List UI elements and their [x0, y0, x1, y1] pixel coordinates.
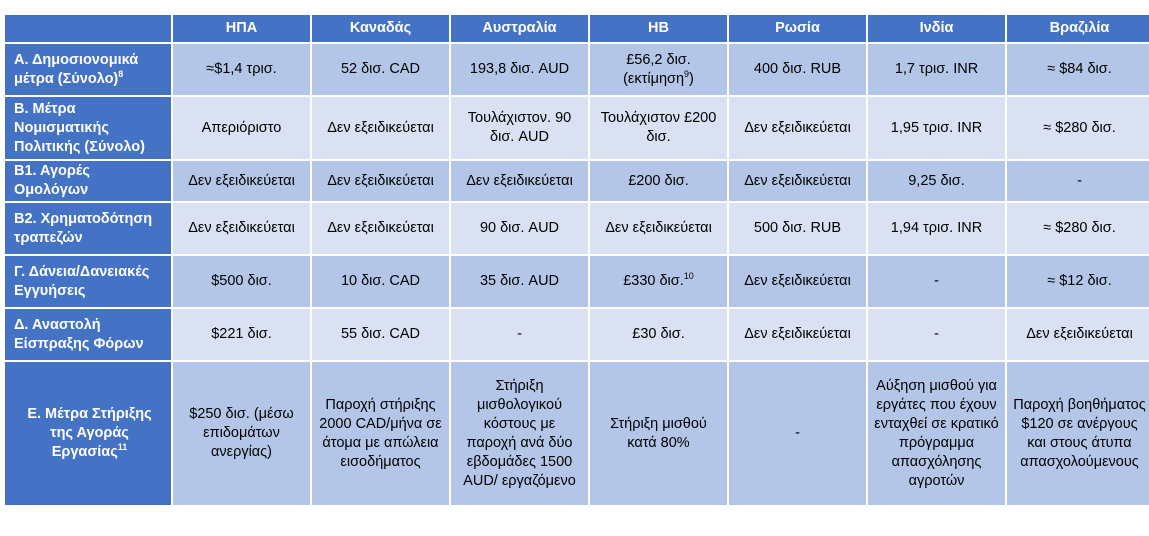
table-row-fiscal-measures	[5, 44, 1149, 95]
table-cell: Δεν εξειδικεύεται	[312, 161, 449, 201]
table-cell: -	[1007, 161, 1149, 201]
table-cell: ≈ $12 δισ.	[1007, 256, 1149, 307]
table-row-loans-guarantees	[5, 256, 1149, 307]
table-cell: 400 δισ. RUB	[729, 44, 866, 95]
table-cell: Δεν εξειδικεύεται	[312, 203, 449, 254]
table-cell: ≈ $280 δισ.	[1007, 203, 1149, 254]
policy-table-container	[5, 15, 1149, 505]
table-cell: ≈ $280 δισ.	[1007, 97, 1149, 159]
header-corner-cell	[5, 15, 171, 42]
table-cell: Δεν εξειδικεύεται	[173, 161, 310, 201]
table-cell: Δεν εξειδικεύεται	[729, 161, 866, 201]
column-header-usa: ΗΠΑ	[173, 15, 310, 42]
footnote-ref: 10	[683, 271, 694, 282]
table-cell: Δεν εξειδικεύεται	[173, 203, 310, 254]
table-cell: £200 δισ.	[590, 161, 727, 201]
table-cell	[590, 44, 727, 95]
table-cell: £30 δισ.	[590, 309, 727, 360]
table-cell: Παροχή βοηθήματος $120 σε ανέργους και στους άτυπα απασχολούμενους	[1007, 362, 1149, 505]
table-cell: Δεν εξειδικεύεται	[729, 97, 866, 159]
table-cell: Απεριόριστο	[173, 97, 310, 159]
row-header-label: Ε. Μέτρα Στήριξης της Αγοράς Εργασίας	[27, 406, 152, 460]
column-header-uk: ΗΒ	[590, 15, 727, 42]
table-cell: -	[868, 309, 1005, 360]
table-cell: 1,95 τρισ. INR	[868, 97, 1005, 159]
footnote-ref: 11	[117, 442, 128, 453]
row-header: Δ. Αναστολή Είσπραξης Φόρων	[5, 309, 171, 360]
covid-policy-measures-table	[3, 13, 1149, 507]
table-cell: 55 δισ. CAD	[312, 309, 449, 360]
table-row-monetary-policy	[5, 97, 1149, 159]
table-cell: Στήριξη μισθολογικού κόστους με παροχή ανά δύο εβδομάδες 1500 AUD/ εργαζόμενο	[451, 362, 588, 505]
table-cell: ≈$1,4 τρισ.	[173, 44, 310, 95]
table-cell: 193,8 δισ. AUD	[451, 44, 588, 95]
table-cell: Δεν εξειδικεύεται	[451, 161, 588, 201]
cell-text: £330 δισ.	[623, 273, 684, 289]
footnote-ref: 9	[684, 68, 690, 79]
table-cell: Αύξηση μισθού για εργάτες που έχουν ενταχθεί σε κρατικό πρόγραμμα απασχόλησης αγροτών	[868, 362, 1005, 505]
table-cell: 90 δισ. AUD	[451, 203, 588, 254]
table-cell: Δεν εξειδικεύεται	[590, 203, 727, 254]
table-row-tax-deferral	[5, 309, 1149, 360]
table-cell: -	[729, 362, 866, 505]
column-header-australia: Αυστραλία	[451, 15, 588, 42]
column-header-india: Ινδία	[868, 15, 1005, 42]
cell-text-suffix: )	[689, 70, 694, 87]
row-header-label: Α. Δημοσιονομικά μέτρα (Σύνολο)	[14, 51, 139, 87]
row-header: Γ. Δάνεια/Δανειακές Εγγυήσεις	[5, 256, 171, 307]
table-cell: Παροχή στήριξης 2000 CAD/μήνα σε άτομα με απώλεια εισοδήματος	[312, 362, 449, 505]
table-row-labour-market-support	[5, 362, 1149, 505]
table-cell: 1,94 τρισ. INR	[868, 203, 1005, 254]
table-row-bank-funding	[5, 203, 1149, 254]
table-cell: Δεν εξειδικεύεται	[1007, 309, 1149, 360]
table-cell: $221 δισ.	[173, 309, 310, 360]
table-row-bond-purchases	[5, 161, 1149, 201]
table-cell: $250 δισ. (μέσω επιδομάτων ανεργίας)	[173, 362, 310, 505]
row-header: Β. Μέτρα Νομισματικής Πολιτικής (Σύνολο)	[5, 97, 171, 159]
header-row	[5, 15, 1149, 42]
table-cell: Τουλάχιστον £200 δισ.	[590, 97, 727, 159]
row-header: Β2. Χρηματοδότηση τραπεζών	[5, 203, 171, 254]
table-cell: Δεν εξειδικεύεται	[312, 97, 449, 159]
table-cell: Τουλάχιστον. 90 δισ. AUD	[451, 97, 588, 159]
row-header	[5, 362, 171, 505]
column-header-brazil: Βραζιλία	[1007, 15, 1149, 42]
column-header-russia: Ρωσία	[729, 15, 866, 42]
row-header	[5, 44, 171, 95]
table-cell: Δεν εξειδικεύεται	[729, 256, 866, 307]
table-cell: 9,25 δισ.	[868, 161, 1005, 201]
footnote-ref: 8	[118, 68, 124, 79]
table-cell: -	[451, 309, 588, 360]
cell-text: £56,2 δισ. (εκτίμηση	[623, 51, 691, 87]
table-cell: 10 δισ. CAD	[312, 256, 449, 307]
table-cell: 1,7 τρισ. INR	[868, 44, 1005, 95]
table-cell: 35 δισ. AUD	[451, 256, 588, 307]
table-cell: -	[868, 256, 1005, 307]
table-cell: 500 δισ. RUB	[729, 203, 866, 254]
table-cell: 52 δισ. CAD	[312, 44, 449, 95]
table-cell: Στήριξη μισθού κατά 80%	[590, 362, 727, 505]
table-cell: $500 δισ.	[173, 256, 310, 307]
column-header-canada: Καναδάς	[312, 15, 449, 42]
table-cell	[590, 256, 727, 307]
table-cell: ≈ $84 δισ.	[1007, 44, 1149, 95]
row-header: Β1. Αγορές Ομολόγων	[5, 161, 171, 201]
table-cell: Δεν εξειδικεύεται	[729, 309, 866, 360]
